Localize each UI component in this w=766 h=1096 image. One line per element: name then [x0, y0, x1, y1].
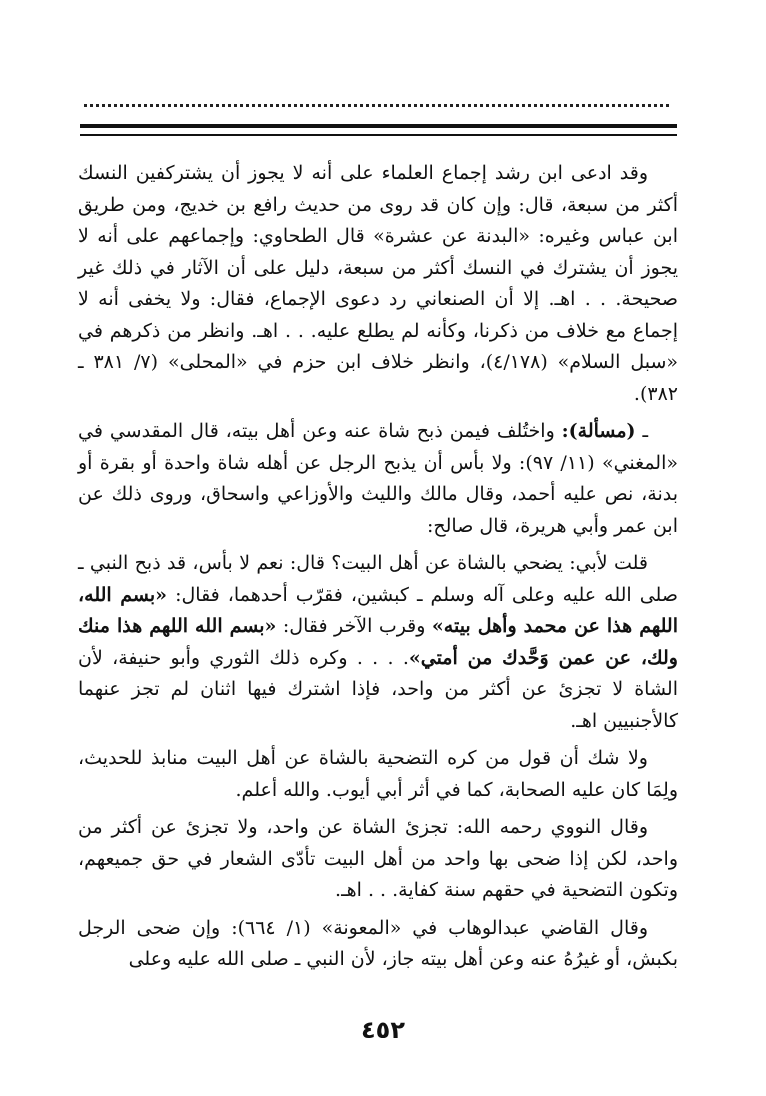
paragraph-4: [78, 743, 678, 806]
paragraph-4-text: ولا شك أن قول من كره التضحية بالشاة عن أهل البيت منابذ للحديث، ولِمَا كان عليه الصحابة، كما في أثر أبي أيوب. والله أعلم.: [78, 747, 678, 801]
paragraph-3-bold-b: «بسم الله اللهم هذا منك ولك، عن عمن وَحَّدك من أمتي»: [78, 615, 678, 669]
paragraph-2-text: واختُلف فيمن ذبح شاة عنه وعن أهل بيته، قال المقدسي في «المغني» (١١/ ٩٧): ولا بأس أن يذبح الرجل عن أهله شاة واحدة أو بقرة أو بدنة، نص عليه أحمد، وقال مالك والليث والأوزاعي واسحاق، وروى ذلك عن ابن عمر وأبي هريرة، قال صالح:: [78, 420, 678, 537]
header-thick-rule: [80, 124, 677, 128]
paragraph-5-text: وقال النووي رحمه الله: تجزئ الشاة عن واحد، ولا تجزئ عن أكثر من واحد، لكن إذا ضحى بها واحد من أهل البيت تأدّى الشعار في حق جميعهم، وتكون التضحية في حقهم سنة كفاية. . . اهـ.: [78, 816, 678, 901]
paragraph-2-prefix: ـ: [635, 420, 649, 442]
paragraph-3-bold-a: «بسم الله، اللهم هذا عن محمد وأهل بيته»: [78, 583, 678, 637]
paragraph-1: [78, 158, 678, 410]
paragraph-6: [78, 913, 678, 976]
paragraph-2: [78, 416, 678, 542]
paragraph-3-text-a: قلت لأبي: يضحي بالشاة عن أهل البيت؟ قال: نعم لا بأس، قد ذبح النبي ـ صلى الله عليه وعلى آله وسلم ـ كبشين، فقرّب أحدهما، فقال:: [78, 552, 678, 606]
paragraph-6-text: وقال القاضي عبدالوهاب في «المعونة» (١/ ٦٦٤): وإن ضحى الرجل بكبش، أو غيرُهُ عنه وعن أهل بيته جاز، لأن النبي ـ صلى الله عليه وعلى: [78, 916, 678, 970]
paragraph-1-text: وقد ادعى ابن رشد إجماع العلماء على أنه لا يجوز أن يشتركفين النسك أكثر من سبعة، قال: وإن كان قد روى من حديث رافع بن خديج، ومن طريق ابن عباس وغيره: «البدنة عن عشرة» قال الطحاوي: وإجماعهم على أنه لا يجوز أن يشترك في النسك أكثر من سبعة، دليل على أن الآثار في ذلك غير صحيحة. . . اهـ. إلا أن الصنعاني رد دعوى الإجماع، فقال: ولا يخفى أنه لا إجماع مع خلاف من ذكرنا، وكأنه لم يطلع عليه. . . اهـ. وانظر من ذكرهم في «سبل السلام» (٤/١٧٨)، وانظر خلاف ابن حزم في «المحلى» (٧/ ٣٨١ ـ ٣٨٢).: [78, 162, 678, 405]
paragraph-5: [78, 812, 678, 907]
paragraph-3-text-b: وقرب الآخر فقال:: [276, 615, 432, 637]
header-thin-rule: [80, 134, 677, 136]
paragraph-3: [78, 548, 678, 737]
paragraph-3-text-c: . . . . وكره ذلك الثوري وأبو حنيفة، لأن الشاة لا تجزئ عن أكثر من واحد، فإذا اشترك فيها اثنان لم تجز عنهما كالأجنبيين اهـ.: [78, 646, 678, 732]
paragraph-2-bold-lead: (مسألة):: [561, 420, 636, 442]
page-number: ٤٥٢: [361, 1016, 405, 1044]
header-dotted-rule: [84, 96, 669, 107]
body-text: [78, 158, 678, 982]
